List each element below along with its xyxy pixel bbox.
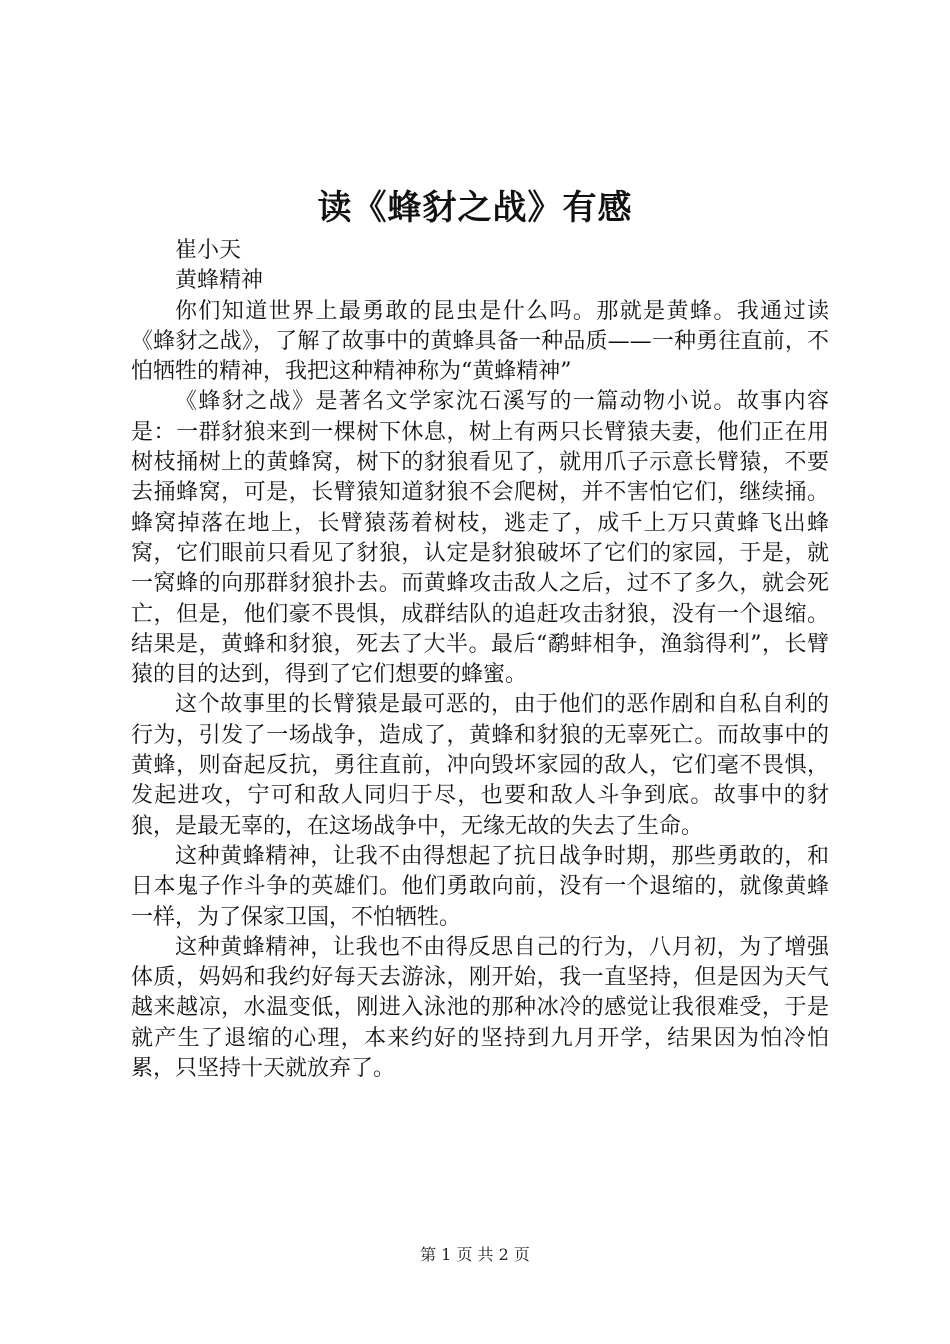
paragraph: 《蜂豺之战》是著名文学家沈石溪写的一篇动物小说。故事内容是：一群豺狼来到一棵树下休息，树上有两只长臂猿夫妻，他们正在用树枝捅树上的黄蜂窝，树下的豺狼看见了，就用爪子示意长臂猿，不要去捅蜂窝，可是，长臂猿知道豺狼不会爬树，并不害怕它们，继续捅。蜂窝掉落在地上，长臂猿荡着树枝，逃走了，成千上万只黄蜂飞出蜂窝，它们眼前只看见了豺狼，认定是豺狼破坏了它们的家园，于是，就一窝蜂的向那群豺狼扑去。而黄蜂攻击敌人之后，过不了多久，就会死亡，但是，他们豪不畏惧，成群结队的追赶攻击豺狼，没有一个退缩。结果是，黄蜂和豺狼，死去了大半。最后“鹬蚌相争，渔翁得利”，长臂猿的目的达到，得到了它们想要的蜂蜜。: [131, 389, 829, 688]
document-body: [131, 236, 829, 1084]
page-number-footer: 第 1 页 共 2 页: [420, 1245, 530, 1264]
paragraph: 这种黄蜂精神，让我也不由得反思自己的行为，八月初，为了增强体质，妈妈和我约好每天去游泳，刚开始，我一直坚持，但是因为天气越来越凉，水温变低，刚进入泳池的那种冰冷的感觉让我很难受，于是就产生了退缩的心理，本来约好的坚持到九月开学，结果因为怕冷怕累，只坚持十天就放弃了。: [131, 934, 829, 1082]
subtitle-line: 黄蜂精神: [175, 268, 264, 294]
author-line: 崔小天: [175, 238, 242, 263]
paragraph: 这个故事里的长臂猿是最可恶的，由于他们的恶作剧和自私自利的行为，引发了一场战争，造成了，黄蜂和豺狼的无辜死亡。而故事中的黄蜂，则奋起反抗，勇往直前，冲向毁坏家园的敌人，它们毫不畏惧，发起进攻，宁可和敌人同归于尽，也要和敌人斗争到底。故事中的豺狼，是最无辜的，在这场战争中，无缘无故的失去了生命。: [131, 692, 829, 839]
paragraph: 这种黄蜂精神，让我不由得想起了抗日战争时期，那些勇敢的，和日本鬼子作斗争的英雄们。他们勇敢向前，没有一个退缩的，就像黄蜂一样，为了保家卫国，不怕牺牲。: [131, 843, 829, 930]
paragraph: 你们知道世界上最勇敢的昆虫是什么吗。那就是黄蜂。我通过读《蜂豺之战》，了解了故事中的黄蜂具备一种品质——一种勇往直前，不怕牺牲的精神，我把这种精神称为“黄蜂精神”: [131, 298, 829, 385]
document-title: 读《蜂豺之战》有感: [317, 188, 633, 228]
